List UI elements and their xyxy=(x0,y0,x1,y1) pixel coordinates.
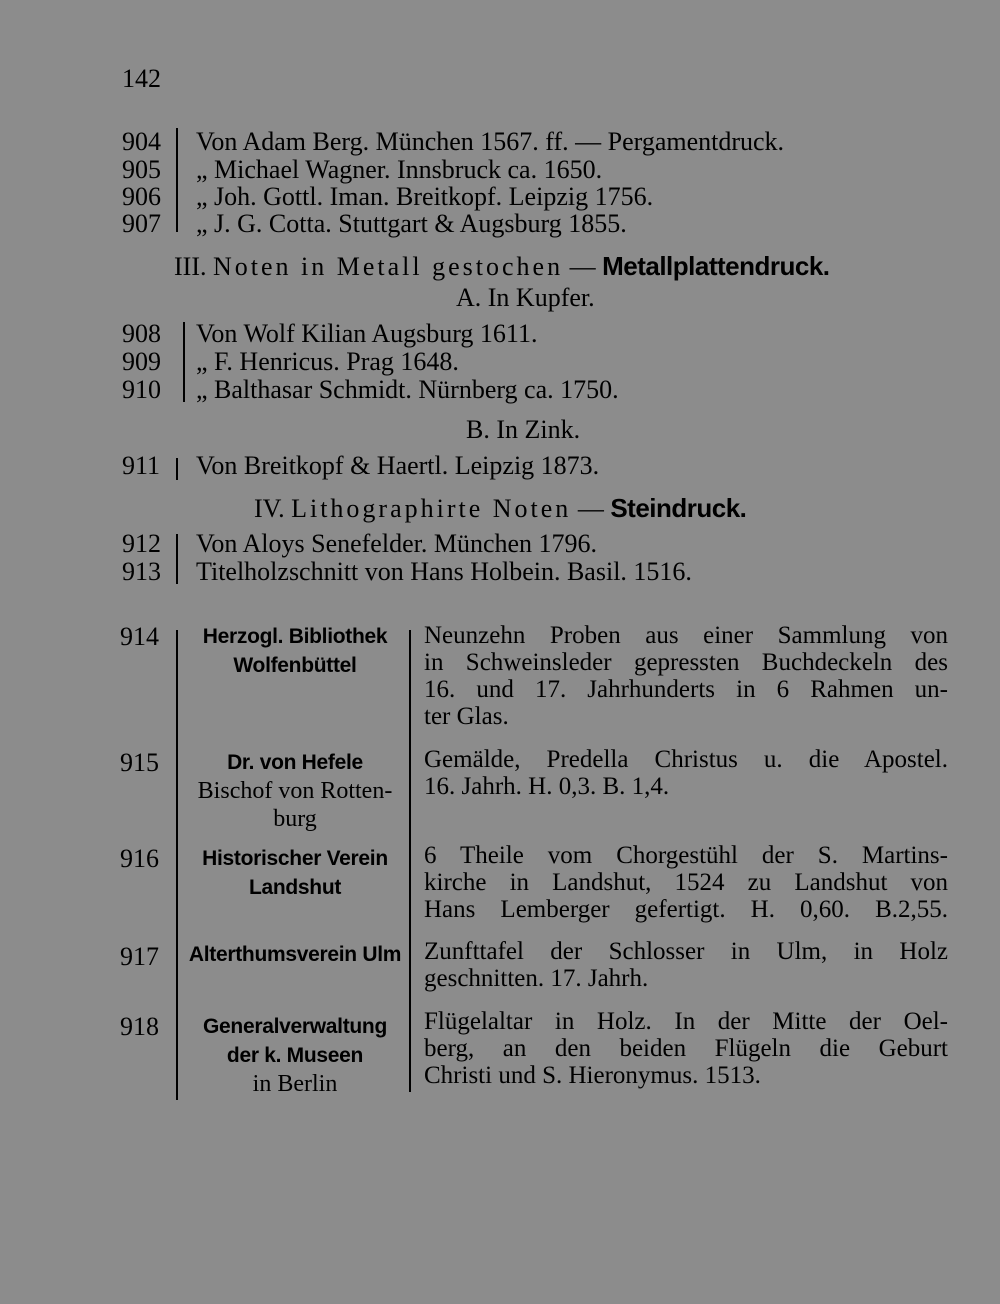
catalog-row xyxy=(0,156,1000,183)
entry-number: 909 xyxy=(122,347,161,376)
entry-number: 913 xyxy=(122,557,161,586)
entry-text: „ Balthasar Schmidt. Nürnberg ca. 1750. xyxy=(196,375,619,404)
page-number: 142 xyxy=(122,64,161,93)
entry-number: 917 xyxy=(120,942,159,971)
entry-number: 918 xyxy=(120,1012,159,1041)
catalog-row xyxy=(0,376,1000,403)
entry-text: Titelholzschnitt von Hans Holbein. Basil. 1516. xyxy=(196,557,692,586)
catalog-row xyxy=(0,530,1000,557)
lender-name: Alterthumsverein Ulm xyxy=(188,943,402,966)
lender-name: Herzogl. Bibliothek Wolfenbüttel xyxy=(202,625,388,677)
catalog-row xyxy=(0,348,1000,375)
catalog-row xyxy=(0,210,1000,237)
lender-name: Generalverwaltung der k. Museen in Berlin xyxy=(203,1015,387,1097)
entry-number: 905 xyxy=(122,155,161,184)
table-rule-right xyxy=(409,630,411,1092)
entry-number: 908 xyxy=(122,319,161,348)
entry-number: 916 xyxy=(120,844,159,873)
section-heading: IV. Lithographirte Noten — Steindruck. xyxy=(254,493,747,523)
heading-spaced-text: Noten in Metall gestochen xyxy=(212,252,564,281)
heading-bold-text: Metallplattendruck. xyxy=(602,251,830,281)
heading-bold-text: Steindruck. xyxy=(610,493,747,523)
item-description: Flügelaltar in Holz. In der Mitte der Oel- berg, an den beiden Flügeln die Geburt Christi und S. Hieronymus. 1513. xyxy=(424,1008,948,1089)
lender-name: Historischer Verein Landshut xyxy=(202,847,388,899)
entry-number: 911 xyxy=(122,451,161,480)
catalog-row xyxy=(0,128,1000,155)
item-description: Gemälde, Predella Christus u. die Apostel. 16. Jahrh. H. 0,3. B. 1,4. xyxy=(424,746,948,800)
entry-number: 907 xyxy=(122,209,161,238)
catalog-row xyxy=(0,452,1000,479)
section-heading: III. Noten in Metall gestochen — Metallplattendruck. xyxy=(174,251,830,281)
item-description: 6 Theile vom Chorgestühl der S. Martins- kirche in Landshut, 1524 zu Landshut von Hans Lemberger gefertigt. H. 0,60. B.2,55. xyxy=(424,842,948,923)
lender-name: Dr. von Hefele Bischof von Rotten- burg xyxy=(197,751,393,832)
entry-number: 912 xyxy=(122,529,161,558)
entry-text: Von Wolf Kilian Augsburg 1611. xyxy=(196,319,538,348)
subsection-heading: A. In Kupfer. xyxy=(456,283,595,312)
entry-number: 915 xyxy=(120,748,159,777)
entry-text: Von Breitkopf & Haertl. Leipzig 1873. xyxy=(196,451,600,480)
entry-text: „ Joh. Gottl. Iman. Breitkopf. Leipzig 1756. xyxy=(196,182,654,211)
entry-text: Von Aloys Senefelder. München 1796. xyxy=(196,529,598,558)
entry-number: 914 xyxy=(120,622,159,651)
item-description: Zunfttafel der Schlosser in Ulm, in Holz geschnitten. 17. Jahrh. xyxy=(424,938,948,992)
entry-number: 904 xyxy=(122,127,161,156)
catalog-row xyxy=(0,320,1000,347)
entry-number: 910 xyxy=(122,375,161,404)
subsection-heading: B. In Zink. xyxy=(466,415,581,444)
item-description: Neunzehn Proben aus einer Sammlung von in Schweinsleder gepressten Buchdeckeln des 16. und 17. Jahrhunderts in 6 Rahmen un- ter Glas. xyxy=(424,622,948,730)
catalog-row xyxy=(0,558,1000,585)
entry-number: 906 xyxy=(122,182,161,211)
entry-text: „ Michael Wagner. Innsbruck ca. 1650. xyxy=(196,155,603,184)
entry-text: „ F. Henricus. Prag 1648. xyxy=(196,347,459,376)
entry-text: „ J. G. Cotta. Stuttgart & Augsburg 1855. xyxy=(196,209,627,238)
heading-spaced-text: Lithographirte Noten xyxy=(291,494,572,523)
catalog-row xyxy=(0,183,1000,210)
table-rule-left xyxy=(176,630,178,1100)
entry-text: Von Adam Berg. München 1567. ff. — Pergamentdruck. xyxy=(196,127,785,156)
